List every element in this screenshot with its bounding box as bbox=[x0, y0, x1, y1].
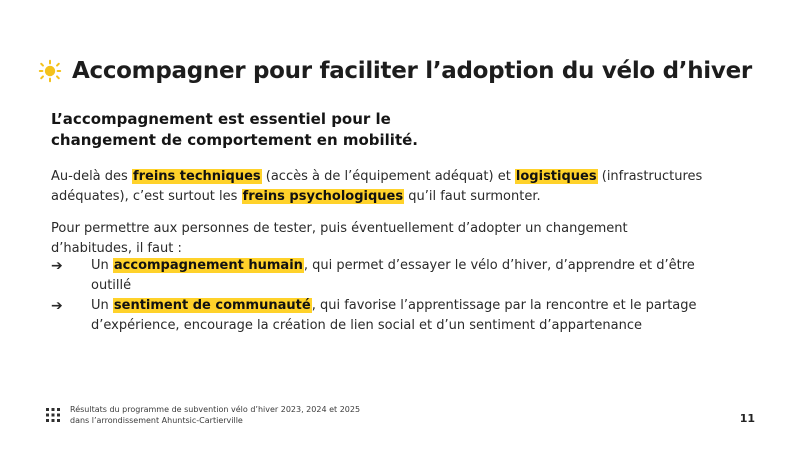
sun-icon bbox=[38, 59, 62, 83]
bullet-item-2 bbox=[51, 296, 711, 336]
arrow-icon: ➔ bbox=[51, 258, 63, 274]
highlight-accompagnement-humain: accompagnement humain bbox=[113, 258, 303, 273]
lead-line-2: changement de comportement en mobilité. bbox=[51, 131, 418, 149]
page-number: 11 bbox=[739, 412, 755, 425]
bullet-2-suffix: , qui favorise l’apprentissage par la rencontre et le partage d’expérience, encourage la création de lien social et d’un sentiment d’appartenance bbox=[91, 298, 697, 333]
title-row bbox=[38, 58, 752, 84]
paragraph-1-part-1: Au-delà des bbox=[51, 169, 132, 184]
bullet-list bbox=[51, 256, 711, 336]
lead-line-1: L’accompagnement est essentiel pour le bbox=[51, 110, 391, 128]
paragraph-1-part-3: (infrastructures adéquates), c’est surtout les bbox=[51, 169, 703, 204]
arrow-icon: ➔ bbox=[51, 298, 63, 314]
footer-text bbox=[70, 404, 390, 426]
paragraph-1 bbox=[51, 167, 711, 207]
footer-line-2: dans l’arrondissement Ahuntsic-Cartierville bbox=[70, 416, 243, 425]
highlight-sentiment-de-communaute: sentiment de communauté bbox=[113, 298, 311, 313]
logo-icon bbox=[45, 407, 61, 423]
highlight-freins-psychologiques: freins psychologiques bbox=[242, 189, 404, 204]
paragraph-1-part-2: (accès à de l’équipement adéquat) et bbox=[261, 169, 515, 184]
bullet-1-prefix: Un bbox=[91, 258, 113, 273]
page-title: Accompagner pour faciliter l’adoption du vélo d’hiver bbox=[72, 58, 752, 84]
paragraph-2: Pour permettre aux personnes de tester, puis éventuellement d’adopter un changement d’habitudes, il faut : bbox=[51, 221, 628, 256]
bullet-text-2 bbox=[91, 296, 711, 336]
bullet-2-prefix: Un bbox=[91, 298, 113, 313]
highlight-logistiques: logistiques bbox=[515, 169, 597, 184]
bullet-text-1 bbox=[91, 256, 711, 296]
highlight-freins-techniques: freins techniques bbox=[132, 169, 261, 184]
bullet-1-suffix: , qui permet d’essayer le vélo d’hiver, d’apprendre et d’être outillé bbox=[91, 258, 695, 293]
footer-line-1: Résultats du programme de subvention vélo d’hiver 2023, 2024 et 2025 bbox=[70, 405, 361, 414]
bullet-item-1 bbox=[51, 256, 711, 296]
paragraph-1-part-4: qu’il faut surmonter. bbox=[404, 189, 541, 204]
lead-text bbox=[51, 109, 471, 151]
